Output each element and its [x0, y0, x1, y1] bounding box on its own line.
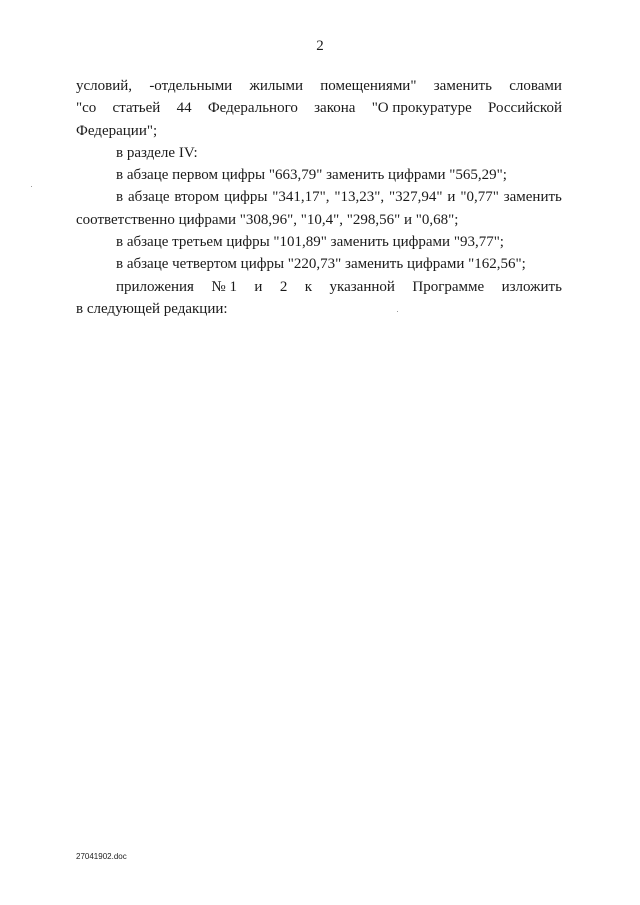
word: "О прокуратуре: [371, 100, 472, 117]
word: помещениями": [320, 78, 417, 94]
word: жилыми: [249, 78, 303, 94]
scan-speck: [31, 186, 32, 187]
word: № 1: [211, 278, 237, 295]
text-line-5: в абзаце первом цифры "663,79" заменить цифрами "565,29";: [116, 167, 507, 184]
word: статьей: [112, 100, 161, 117]
word: 2: [279, 278, 288, 295]
footer-filename: 27041902.doc: [76, 852, 127, 861]
text-line-11: в следующей редакции:: [76, 300, 228, 317]
text-line-9: в абзаце четвертом цифры "220,73" заменить цифрами "162,56";: [116, 256, 526, 273]
word: условий,: [76, 78, 133, 94]
word: Программе: [412, 278, 485, 295]
text-line-4: в разделе IV:: [116, 144, 198, 161]
word: приложения: [116, 278, 194, 295]
document-body: [76, 75, 562, 320]
page-number: 2: [316, 38, 324, 54]
word: "13,23",: [334, 189, 385, 206]
word: "0,77": [460, 189, 499, 206]
word: заменить: [433, 78, 492, 94]
word: к: [304, 278, 313, 295]
word: заменить: [503, 189, 562, 206]
word: "341,17",: [272, 189, 330, 206]
word: -отдельными: [149, 78, 233, 94]
word: указанной: [329, 278, 395, 295]
text-line-8: в абзаце третьем цифры "101,89" заменить цифрами "93,77";: [116, 234, 504, 251]
text-line-6: [76, 186, 562, 208]
word: и: [254, 278, 263, 295]
word: в: [116, 189, 124, 206]
word: Российской: [488, 100, 562, 117]
text-line-7: соответственно цифрами "308,96", "10,4", "298,56" и "0,68";: [76, 211, 459, 228]
word: "со: [76, 100, 97, 117]
word: закона: [314, 100, 356, 117]
word: Федерального: [207, 100, 298, 117]
word: втором: [174, 189, 220, 206]
word: изложить: [501, 278, 562, 295]
word: 44: [176, 100, 192, 117]
word: и: [447, 189, 456, 206]
word: абзаце: [127, 189, 170, 206]
scan-speck: [397, 311, 398, 312]
word: словами: [509, 78, 562, 94]
text-line-1: [76, 75, 562, 97]
text-line-2: [76, 97, 562, 119]
word: цифры: [224, 189, 268, 206]
word: "327,94": [389, 189, 443, 206]
text-line-10: [76, 276, 562, 298]
text-line-3: Федерации";: [76, 122, 158, 139]
